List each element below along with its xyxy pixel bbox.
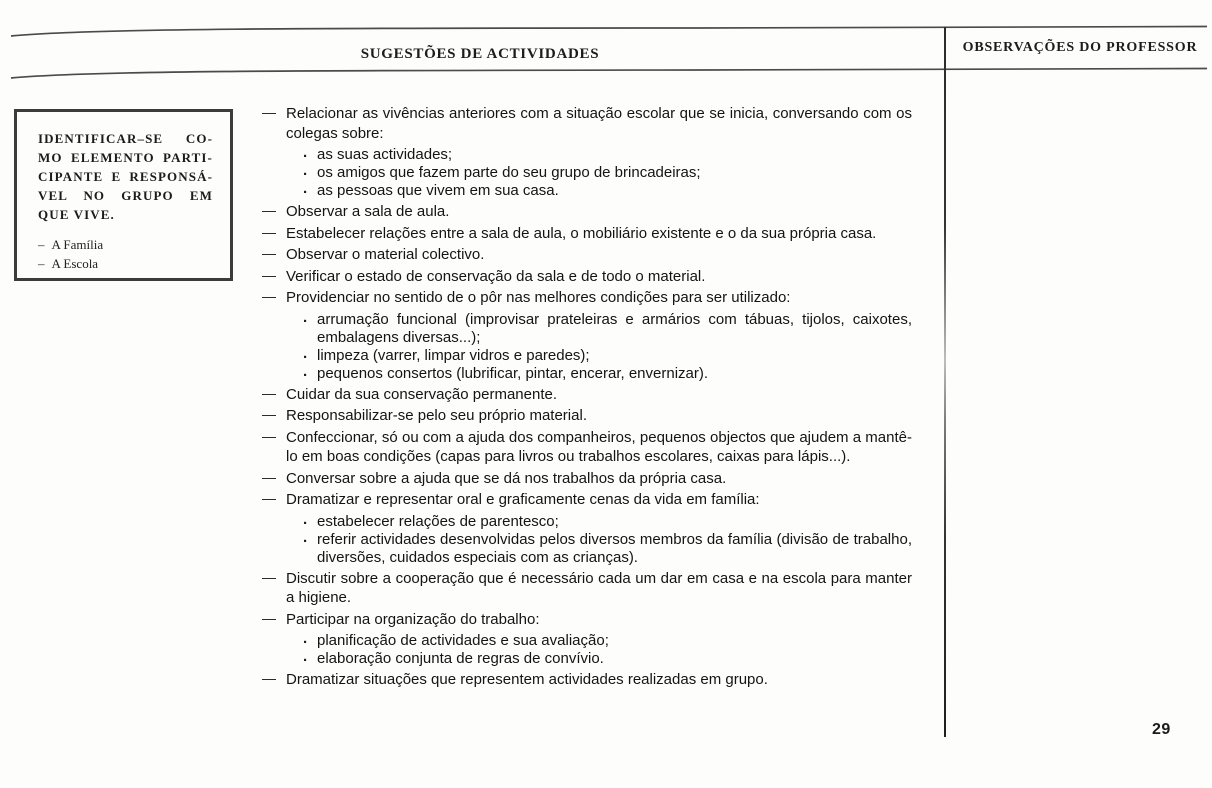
topic-heading-line: CIPANTE E RESPONSÁ-	[38, 169, 213, 184]
activity-text: Observar a sala de aula.	[286, 203, 450, 220]
activity-text: Dramatizar situações que representem actividades realizadas em grupo.	[286, 671, 768, 688]
dot-marker: .	[303, 344, 308, 362]
activity-subitem	[301, 362, 912, 383]
activity-subitem	[301, 510, 912, 531]
dash-marker: —	[262, 104, 276, 120]
dot-marker: .	[303, 362, 308, 380]
activity-item	[262, 104, 912, 200]
activity-subitems	[301, 146, 912, 200]
topic-box-subtopics	[38, 235, 213, 273]
dash-marker: —	[262, 266, 276, 283]
dot-marker: .	[303, 144, 308, 161]
dash-marker: —	[262, 468, 276, 485]
observations-column-header: OBSERVAÇÕES DO PROFESSOR	[962, 40, 1198, 55]
subitem-text: estabelecer relações de parentesco;	[317, 512, 559, 530]
activity-text: Providenciar no sentido de o pôr nas melhores condições para ser utilizado:	[286, 289, 791, 306]
dot-marker: .	[303, 180, 308, 197]
subtopic-item	[38, 235, 213, 254]
activity-item	[262, 490, 912, 567]
dash-marker: —	[262, 670, 276, 686]
activity-text: Dramatizar e representar oral e graficamente cenas da vida em família:	[286, 491, 760, 508]
dash-marker: —	[262, 384, 276, 401]
activity-item	[262, 469, 912, 489]
activity-text: Conversar sobre a ajuda que se dá nos trabalhos da própria casa.	[286, 469, 727, 487]
subitem-text: as suas actividades;	[317, 146, 453, 163]
topic-heading-line: IDENTIFICAR–SE CO-	[38, 131, 213, 146]
activity-item	[262, 406, 912, 426]
topic-box-heading	[38, 129, 213, 224]
activity-subitem	[301, 344, 912, 365]
activity-item	[262, 245, 912, 265]
subtopic-label: A Família	[51, 237, 104, 252]
activity-item	[262, 385, 912, 405]
activity-item	[262, 610, 912, 669]
dot-marker: .	[303, 528, 308, 546]
dash-marker: —	[262, 490, 276, 506]
dash-marker: —	[262, 568, 276, 585]
dash-marker: —	[262, 245, 276, 261]
activity-subitem	[301, 632, 912, 650]
header-bottom-rule-line	[11, 69, 1207, 79]
dot-marker: .	[303, 510, 308, 528]
activities-list	[262, 104, 912, 692]
activity-text: Participar na organização do trabalho:	[286, 610, 540, 628]
activity-text: Cuidar da sua conservação permanente.	[286, 385, 557, 403]
activity-subitems	[301, 510, 912, 567]
dot-marker: .	[303, 648, 308, 665]
dot-marker: .	[303, 162, 308, 179]
activity-text: Confeccionar, só ou com a ajuda dos companheiros, pequenos objectos que ajudem a mantê-lo em boas condições (capas para livros ou trabalhos escolares, caixas para lápis...).	[286, 428, 912, 465]
activity-text: Relacionar as vivências anteriores com a situação escolar que se inicia, conversando com os colegas sobre:	[286, 105, 912, 142]
subitem-text: arrumação funcional (improvisar prateleiras e armários com tábuas, tijolos, caixotes, embalagens diversas...);	[317, 310, 912, 346]
topic-box	[14, 109, 233, 281]
activity-item	[262, 202, 912, 222]
dash-marker: —	[262, 288, 276, 304]
subitem-text: limpeza (varrer, limpar vidros e paredes);	[317, 346, 590, 364]
activity-text: Estabelecer relações entre a sala de aula, o mobiliário existente e o da sua própria casa.	[286, 224, 877, 242]
activities-column-header: SUGESTÕES DE ACTIVIDADES	[360, 46, 600, 62]
activity-item	[262, 569, 912, 608]
subitem-text: os amigos que fazem parte do seu grupo de brincadeiras;	[317, 164, 701, 181]
activity-subitem	[301, 308, 912, 347]
activity-item	[262, 288, 912, 383]
subitem-text: referir actividades desenvolvidas pelos diversos membros da família (divisão de trabalho, diversões, cuidados especiais com as crianças).	[317, 530, 912, 566]
dot-marker: .	[303, 308, 308, 326]
subitem-text: pequenos consertos (lubrificar, pintar, encerar, envernizar).	[317, 364, 709, 382]
dash-marker: —	[262, 609, 276, 626]
activity-text: Responsabilizar-se pelo seu próprio material.	[286, 407, 587, 424]
activity-subitem	[301, 164, 912, 182]
subitem-text: elaboração conjunta de regras de convívio.	[317, 650, 604, 667]
top-rule-line	[11, 27, 1207, 37]
dash-marker: —	[262, 202, 276, 218]
dash-marker: —	[262, 223, 276, 240]
activity-text: Verificar o estado de conservação da sala e de todo o material.	[286, 267, 706, 285]
dash-marker: –	[38, 237, 45, 252]
dash-marker: —	[262, 406, 276, 422]
subitem-text: as pessoas que vivem em sua casa.	[317, 182, 559, 199]
topic-heading-line: QUE VIVE.	[38, 207, 115, 222]
activity-item	[262, 428, 912, 467]
column-divider-line	[944, 27, 946, 737]
dot-marker: .	[303, 630, 308, 647]
activity-item	[262, 224, 912, 244]
topic-heading-line: MO ELEMENTO PARTI-	[38, 150, 213, 165]
activity-item	[262, 267, 912, 287]
activity-subitem	[301, 650, 912, 668]
subitem-text: planificação de actividades e sua avaliação;	[317, 632, 609, 649]
activity-subitems	[301, 632, 912, 668]
subtopic-label: A Escola	[51, 256, 99, 271]
activity-subitems	[301, 308, 912, 383]
activity-subitem	[301, 528, 912, 567]
activity-subitem	[301, 146, 912, 164]
page-number: 29	[1152, 721, 1171, 738]
subtopic-item	[38, 254, 213, 273]
topic-heading-line: VEL NO GRUPO EM	[38, 188, 213, 203]
activity-text: Observar o material colectivo.	[286, 246, 485, 263]
dash-marker: –	[38, 256, 45, 271]
activity-subitem	[301, 182, 912, 200]
activity-item	[262, 670, 912, 690]
dash-marker: —	[262, 427, 276, 444]
activity-text: Discutir sobre a cooperação que é necessário cada um dar em casa e na escola para manter a higiene.	[286, 569, 912, 606]
